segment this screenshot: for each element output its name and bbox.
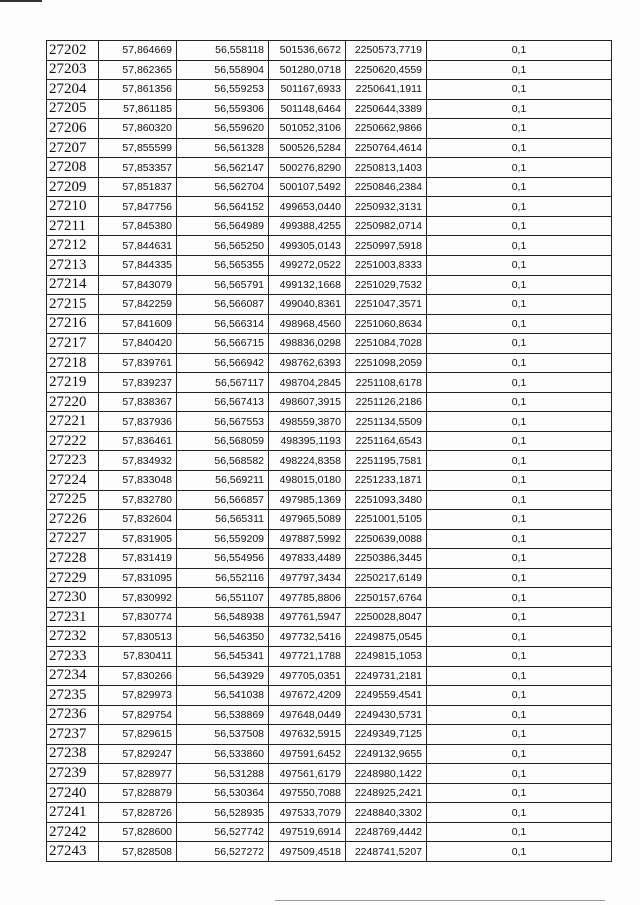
x-coordinate-cell: 499272,0522: [269, 256, 346, 276]
longitude-cell: 56,567553: [177, 412, 269, 432]
latitude-cell: 57,828879: [99, 783, 177, 803]
y-coordinate-cell: 2250813,1403: [346, 158, 427, 178]
longitude-cell: 56,566942: [177, 353, 269, 373]
longitude-cell: 56,559306: [177, 99, 269, 119]
latitude-cell: 57,845380: [99, 216, 177, 236]
x-coordinate-cell: 497965,5089: [269, 510, 346, 530]
latitude-cell: 57,843079: [99, 275, 177, 295]
y-coordinate-cell: 2250620,4559: [346, 60, 427, 80]
latitude-cell: 57,840420: [99, 334, 177, 354]
y-coordinate-cell: 2251060,8634: [346, 314, 427, 334]
table-row: [47, 197, 612, 217]
latitude-cell: 57,831419: [99, 549, 177, 569]
latitude-cell: 57,831905: [99, 529, 177, 549]
table-row: [47, 99, 612, 119]
accuracy-cell: 0,1: [427, 627, 612, 647]
longitude-cell: 56,533860: [177, 744, 269, 764]
table-row: [47, 216, 612, 236]
x-coordinate-cell: 497509,4518: [269, 842, 346, 862]
point-number-cell: 27222: [47, 431, 99, 451]
point-number-cell: 27229: [47, 568, 99, 588]
y-coordinate-cell: 2251003,8333: [346, 256, 427, 276]
point-number-cell: 27224: [47, 471, 99, 491]
latitude-cell: 57,842259: [99, 295, 177, 315]
latitude-cell: 57,861356: [99, 80, 177, 100]
point-number-cell: 27223: [47, 451, 99, 471]
latitude-cell: 57,830411: [99, 646, 177, 666]
y-coordinate-cell: 2251126,2186: [346, 392, 427, 412]
latitude-cell: 57,844335: [99, 256, 177, 276]
accuracy-cell: 0,1: [427, 353, 612, 373]
longitude-cell: 56,558904: [177, 60, 269, 80]
x-coordinate-cell: 497591,6452: [269, 744, 346, 764]
x-coordinate-cell: 498395,1193: [269, 431, 346, 451]
longitude-cell: 56,531288: [177, 764, 269, 784]
x-coordinate-cell: 499388,4255: [269, 216, 346, 236]
point-number-cell: 27231: [47, 607, 99, 627]
accuracy-cell: 0,1: [427, 764, 612, 784]
table-row: [47, 568, 612, 588]
longitude-cell: 56,565355: [177, 256, 269, 276]
longitude-cell: 56,567117: [177, 373, 269, 393]
accuracy-cell: 0,1: [427, 158, 612, 178]
latitude-cell: 57,831095: [99, 568, 177, 588]
accuracy-cell: 0,1: [427, 80, 612, 100]
y-coordinate-cell: 2250932,3131: [346, 197, 427, 217]
table-row: [47, 529, 612, 549]
point-number-cell: 27237: [47, 725, 99, 745]
point-number-cell: 27209: [47, 177, 99, 197]
longitude-cell: 56,551107: [177, 588, 269, 608]
accuracy-cell: 0,1: [427, 842, 612, 862]
table-row: [47, 431, 612, 451]
accuracy-cell: 0,1: [427, 725, 612, 745]
accuracy-cell: 0,1: [427, 510, 612, 530]
y-coordinate-cell: 2250764,4614: [346, 138, 427, 158]
latitude-cell: 57,829973: [99, 686, 177, 706]
table-row: [47, 295, 612, 315]
x-coordinate-cell: 498704,2845: [269, 373, 346, 393]
latitude-cell: 57,828726: [99, 803, 177, 823]
y-coordinate-cell: 2249349,7125: [346, 725, 427, 745]
table-row: [47, 549, 612, 569]
longitude-cell: 56,568059: [177, 431, 269, 451]
longitude-cell: 56,527272: [177, 842, 269, 862]
longitude-cell: 56,537508: [177, 725, 269, 745]
y-coordinate-cell: 2250641,1911: [346, 80, 427, 100]
y-coordinate-cell: 2250639,0088: [346, 529, 427, 549]
longitude-cell: 56,538869: [177, 705, 269, 725]
x-coordinate-cell: 497632,5915: [269, 725, 346, 745]
point-number-cell: 27204: [47, 80, 99, 100]
y-coordinate-cell: 2251047,3571: [346, 295, 427, 315]
latitude-cell: 57,839761: [99, 353, 177, 373]
x-coordinate-cell: 497732,5416: [269, 627, 346, 647]
longitude-cell: 56,527742: [177, 822, 269, 842]
accuracy-cell: 0,1: [427, 412, 612, 432]
y-coordinate-cell: 2250573,7719: [346, 41, 427, 61]
point-number-cell: 27243: [47, 842, 99, 862]
table-row: [47, 822, 612, 842]
point-number-cell: 27202: [47, 41, 99, 61]
latitude-cell: 57,829615: [99, 725, 177, 745]
y-coordinate-cell: 2248769,4442: [346, 822, 427, 842]
table-row: [47, 80, 612, 100]
scan-edge-mark: [0, 0, 42, 2]
longitude-cell: 56,554956: [177, 549, 269, 569]
accuracy-cell: 0,1: [427, 783, 612, 803]
latitude-cell: 57,841609: [99, 314, 177, 334]
longitude-cell: 56,548938: [177, 607, 269, 627]
longitude-cell: 56,562704: [177, 177, 269, 197]
latitude-cell: 57,832604: [99, 510, 177, 530]
latitude-cell: 57,851837: [99, 177, 177, 197]
x-coordinate-cell: 498762,6393: [269, 353, 346, 373]
accuracy-cell: 0,1: [427, 60, 612, 80]
table-row: [47, 588, 612, 608]
latitude-cell: 57,864669: [99, 41, 177, 61]
x-coordinate-cell: 498015,0180: [269, 471, 346, 491]
longitude-cell: 56,541038: [177, 686, 269, 706]
x-coordinate-cell: 500526,5284: [269, 138, 346, 158]
accuracy-cell: 0,1: [427, 41, 612, 61]
latitude-cell: 57,833048: [99, 471, 177, 491]
x-coordinate-cell: 501536,6672: [269, 41, 346, 61]
table-row: [47, 510, 612, 530]
point-number-cell: 27238: [47, 744, 99, 764]
point-number-cell: 27233: [47, 646, 99, 666]
longitude-cell: 56,564989: [177, 216, 269, 236]
table-row: [47, 236, 612, 256]
latitude-cell: 57,836461: [99, 431, 177, 451]
y-coordinate-cell: 2251164,6543: [346, 431, 427, 451]
y-coordinate-cell: 2250846,2384: [346, 177, 427, 197]
longitude-cell: 56,543929: [177, 666, 269, 686]
latitude-cell: 57,832780: [99, 490, 177, 510]
y-coordinate-cell: 2251093,3480: [346, 490, 427, 510]
y-coordinate-cell: 2251108,6178: [346, 373, 427, 393]
point-number-cell: 27218: [47, 353, 99, 373]
accuracy-cell: 0,1: [427, 549, 612, 569]
accuracy-cell: 0,1: [427, 803, 612, 823]
y-coordinate-cell: 2251029,7532: [346, 275, 427, 295]
latitude-cell: 57,838367: [99, 392, 177, 412]
longitude-cell: 56,530364: [177, 783, 269, 803]
y-coordinate-cell: 2251001,5105: [346, 510, 427, 530]
accuracy-cell: 0,1: [427, 177, 612, 197]
x-coordinate-cell: 497550,7088: [269, 783, 346, 803]
latitude-cell: 57,828977: [99, 764, 177, 784]
x-coordinate-cell: 501280,0718: [269, 60, 346, 80]
y-coordinate-cell: 2249132,9655: [346, 744, 427, 764]
x-coordinate-cell: 497797,3434: [269, 568, 346, 588]
point-number-cell: 27242: [47, 822, 99, 842]
x-coordinate-cell: 497648,0449: [269, 705, 346, 725]
point-number-cell: 27212: [47, 236, 99, 256]
point-number-cell: 27214: [47, 275, 99, 295]
point-number-cell: 27236: [47, 705, 99, 725]
x-coordinate-cell: 500107,5492: [269, 177, 346, 197]
coordinates-table: [46, 40, 612, 862]
y-coordinate-cell: 2251233,1871: [346, 471, 427, 491]
latitude-cell: 57,853357: [99, 158, 177, 178]
latitude-cell: 57,830266: [99, 666, 177, 686]
x-coordinate-cell: 499305,0143: [269, 236, 346, 256]
latitude-cell: 57,830513: [99, 627, 177, 647]
accuracy-cell: 0,1: [427, 588, 612, 608]
accuracy-cell: 0,1: [427, 256, 612, 276]
point-number-cell: 27241: [47, 803, 99, 823]
accuracy-cell: 0,1: [427, 490, 612, 510]
x-coordinate-cell: 501052,3106: [269, 119, 346, 139]
latitude-cell: 57,830774: [99, 607, 177, 627]
latitude-cell: 57,828600: [99, 822, 177, 842]
latitude-cell: 57,844631: [99, 236, 177, 256]
table-row: [47, 471, 612, 491]
longitude-cell: 56,558118: [177, 41, 269, 61]
table-row: [47, 275, 612, 295]
y-coordinate-cell: 2249559,4541: [346, 686, 427, 706]
point-number-cell: 27206: [47, 119, 99, 139]
table-row: [47, 764, 612, 784]
table-row: [47, 60, 612, 80]
x-coordinate-cell: 501167,6933: [269, 80, 346, 100]
longitude-cell: 56,559253: [177, 80, 269, 100]
table-row: [47, 177, 612, 197]
point-number-cell: 27225: [47, 490, 99, 510]
x-coordinate-cell: 497705,0351: [269, 666, 346, 686]
y-coordinate-cell: 2251134,5509: [346, 412, 427, 432]
point-number-cell: 27207: [47, 138, 99, 158]
table-row: [47, 314, 612, 334]
point-number-cell: 27230: [47, 588, 99, 608]
latitude-cell: 57,837936: [99, 412, 177, 432]
point-number-cell: 27226: [47, 510, 99, 530]
x-coordinate-cell: 498836,0298: [269, 334, 346, 354]
table-row: [47, 451, 612, 471]
accuracy-cell: 0,1: [427, 138, 612, 158]
y-coordinate-cell: 2249731,2181: [346, 666, 427, 686]
x-coordinate-cell: 497833,4489: [269, 549, 346, 569]
x-coordinate-cell: 498968,4560: [269, 314, 346, 334]
longitude-cell: 56,566857: [177, 490, 269, 510]
table-row: [47, 119, 612, 139]
table-row: [47, 373, 612, 393]
x-coordinate-cell: 498559,3870: [269, 412, 346, 432]
point-number-cell: 27240: [47, 783, 99, 803]
table-row: [47, 138, 612, 158]
table-row: [47, 646, 612, 666]
point-number-cell: 27220: [47, 392, 99, 412]
latitude-cell: 57,828508: [99, 842, 177, 862]
point-number-cell: 27208: [47, 158, 99, 178]
accuracy-cell: 0,1: [427, 646, 612, 666]
point-number-cell: 27216: [47, 314, 99, 334]
latitude-cell: 57,862365: [99, 60, 177, 80]
y-coordinate-cell: 2250997,5918: [346, 236, 427, 256]
accuracy-cell: 0,1: [427, 451, 612, 471]
x-coordinate-cell: 497721,1788: [269, 646, 346, 666]
y-coordinate-cell: 2251195,7581: [346, 451, 427, 471]
point-number-cell: 27215: [47, 295, 99, 315]
accuracy-cell: 0,1: [427, 705, 612, 725]
y-coordinate-cell: 2250028,8047: [346, 607, 427, 627]
point-number-cell: 27217: [47, 334, 99, 354]
accuracy-cell: 0,1: [427, 392, 612, 412]
y-coordinate-cell: 2250644,3389: [346, 99, 427, 119]
table-row: [47, 803, 612, 823]
longitude-cell: 56,561328: [177, 138, 269, 158]
y-coordinate-cell: 2249430,5731: [346, 705, 427, 725]
point-number-cell: 27228: [47, 549, 99, 569]
x-coordinate-cell: 499040,8361: [269, 295, 346, 315]
longitude-cell: 56,564152: [177, 197, 269, 217]
accuracy-cell: 0,1: [427, 216, 612, 236]
table-row: [47, 334, 612, 354]
accuracy-cell: 0,1: [427, 236, 612, 256]
y-coordinate-cell: 2249875,0545: [346, 627, 427, 647]
accuracy-cell: 0,1: [427, 99, 612, 119]
accuracy-cell: 0,1: [427, 822, 612, 842]
table-row: [47, 490, 612, 510]
table-row: [47, 607, 612, 627]
table-row: [47, 666, 612, 686]
y-coordinate-cell: 2250662,9866: [346, 119, 427, 139]
accuracy-cell: 0,1: [427, 471, 612, 491]
latitude-cell: 57,829247: [99, 744, 177, 764]
table-row: [47, 412, 612, 432]
point-number-cell: 27203: [47, 60, 99, 80]
coordinates-table-body: [47, 41, 612, 862]
longitude-cell: 56,552116: [177, 568, 269, 588]
y-coordinate-cell: 2251098,2059: [346, 353, 427, 373]
accuracy-cell: 0,1: [427, 666, 612, 686]
latitude-cell: 57,861185: [99, 99, 177, 119]
x-coordinate-cell: 497519,6914: [269, 822, 346, 842]
scan-bottom-line: [275, 900, 605, 901]
table-row: [47, 842, 612, 862]
point-number-cell: 27205: [47, 99, 99, 119]
latitude-cell: 57,847756: [99, 197, 177, 217]
longitude-cell: 56,568582: [177, 451, 269, 471]
longitude-cell: 56,565250: [177, 236, 269, 256]
point-number-cell: 27239: [47, 764, 99, 784]
y-coordinate-cell: 2248840,3302: [346, 803, 427, 823]
x-coordinate-cell: 497672,4209: [269, 686, 346, 706]
longitude-cell: 56,562147: [177, 158, 269, 178]
longitude-cell: 56,566715: [177, 334, 269, 354]
y-coordinate-cell: 2250157,6764: [346, 588, 427, 608]
longitude-cell: 56,559209: [177, 529, 269, 549]
longitude-cell: 56,567413: [177, 392, 269, 412]
point-number-cell: 27219: [47, 373, 99, 393]
latitude-cell: 57,830992: [99, 588, 177, 608]
table-row: [47, 725, 612, 745]
point-number-cell: 27213: [47, 256, 99, 276]
x-coordinate-cell: 501148,6464: [269, 99, 346, 119]
point-number-cell: 27235: [47, 686, 99, 706]
y-coordinate-cell: 2250217,6149: [346, 568, 427, 588]
y-coordinate-cell: 2250386,3445: [346, 549, 427, 569]
table-row: [47, 392, 612, 412]
x-coordinate-cell: 499132,1668: [269, 275, 346, 295]
table-row: [47, 353, 612, 373]
accuracy-cell: 0,1: [427, 119, 612, 139]
point-number-cell: 27234: [47, 666, 99, 686]
y-coordinate-cell: 2249815,1053: [346, 646, 427, 666]
table-row: [47, 158, 612, 178]
table-row: [47, 705, 612, 725]
point-number-cell: 27210: [47, 197, 99, 217]
latitude-cell: 57,860320: [99, 119, 177, 139]
y-coordinate-cell: 2251084,7028: [346, 334, 427, 354]
x-coordinate-cell: 497985,1369: [269, 490, 346, 510]
latitude-cell: 57,834932: [99, 451, 177, 471]
y-coordinate-cell: 2250982,0714: [346, 216, 427, 236]
x-coordinate-cell: 497887,5992: [269, 529, 346, 549]
table-row: [47, 744, 612, 764]
accuracy-cell: 0,1: [427, 744, 612, 764]
accuracy-cell: 0,1: [427, 431, 612, 451]
accuracy-cell: 0,1: [427, 334, 612, 354]
table-row: [47, 627, 612, 647]
point-number-cell: 27211: [47, 216, 99, 236]
accuracy-cell: 0,1: [427, 295, 612, 315]
point-number-cell: 27232: [47, 627, 99, 647]
point-number-cell: 27221: [47, 412, 99, 432]
accuracy-cell: 0,1: [427, 197, 612, 217]
accuracy-cell: 0,1: [427, 314, 612, 334]
x-coordinate-cell: 498224,8358: [269, 451, 346, 471]
accuracy-cell: 0,1: [427, 607, 612, 627]
longitude-cell: 56,559620: [177, 119, 269, 139]
accuracy-cell: 0,1: [427, 568, 612, 588]
y-coordinate-cell: 2248980,1422: [346, 764, 427, 784]
longitude-cell: 56,566087: [177, 295, 269, 315]
longitude-cell: 56,566314: [177, 314, 269, 334]
accuracy-cell: 0,1: [427, 686, 612, 706]
longitude-cell: 56,569211: [177, 471, 269, 491]
accuracy-cell: 0,1: [427, 275, 612, 295]
table-row: [47, 256, 612, 276]
latitude-cell: 57,839237: [99, 373, 177, 393]
x-coordinate-cell: 497561,6179: [269, 764, 346, 784]
table-row: [47, 41, 612, 61]
x-coordinate-cell: 497533,7079: [269, 803, 346, 823]
latitude-cell: 57,855599: [99, 138, 177, 158]
longitude-cell: 56,545341: [177, 646, 269, 666]
longitude-cell: 56,565791: [177, 275, 269, 295]
point-number-cell: 27227: [47, 529, 99, 549]
table-row: [47, 783, 612, 803]
latitude-cell: 57,829754: [99, 705, 177, 725]
longitude-cell: 56,528935: [177, 803, 269, 823]
x-coordinate-cell: 497785,8806: [269, 588, 346, 608]
x-coordinate-cell: 500276,8290: [269, 158, 346, 178]
y-coordinate-cell: 2248925,2421: [346, 783, 427, 803]
longitude-cell: 56,546350: [177, 627, 269, 647]
x-coordinate-cell: 499653,0440: [269, 197, 346, 217]
y-coordinate-cell: 2248741,5207: [346, 842, 427, 862]
table-row: [47, 686, 612, 706]
x-coordinate-cell: 497761,5947: [269, 607, 346, 627]
longitude-cell: 56,565311: [177, 510, 269, 530]
accuracy-cell: 0,1: [427, 373, 612, 393]
accuracy-cell: 0,1: [427, 529, 612, 549]
x-coordinate-cell: 498607,3915: [269, 392, 346, 412]
